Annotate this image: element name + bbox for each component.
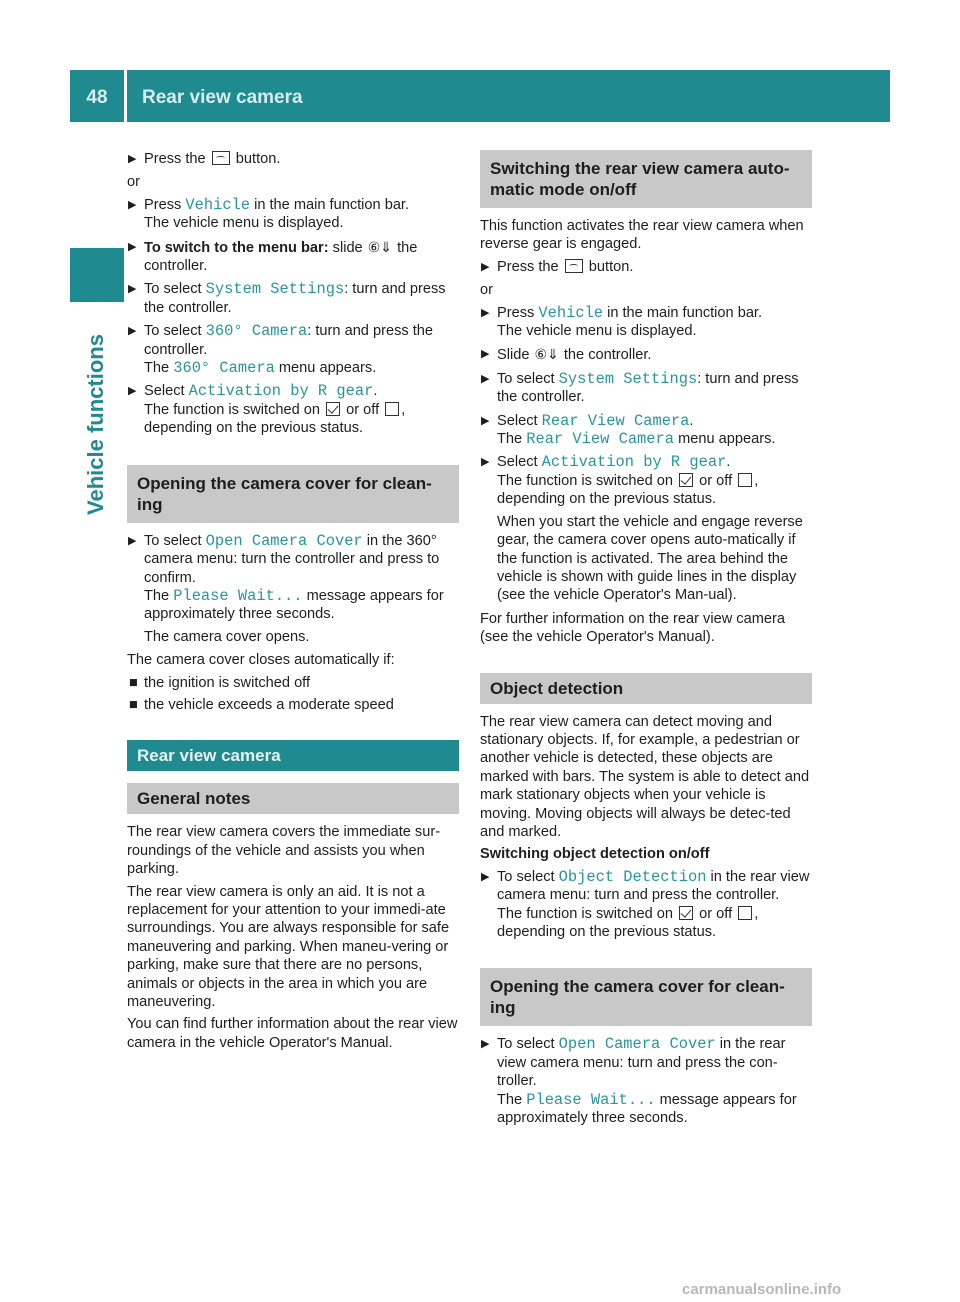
- message-code: Please Wait...: [173, 586, 303, 605]
- checkbox-empty-icon: [738, 906, 752, 920]
- step-text: : turn and press the controller.: [497, 370, 799, 406]
- step-text: .: [373, 383, 378, 400]
- step-select-system-settings: [480, 370, 812, 407]
- arrow-icon: ▶: [128, 534, 137, 547]
- step-text: Select: [144, 383, 185, 400]
- step-result: menu appears.: [278, 360, 377, 377]
- paragraph: The camera cover closes automatically if:: [127, 652, 395, 669]
- step-text: slide: [332, 239, 363, 256]
- list-item-text: the vehicle exceeds a moderate speed: [144, 696, 394, 713]
- side-section-text: Vehicle functions: [83, 334, 108, 515]
- step-select-system-settings: [127, 280, 459, 317]
- step-result: depending on the previous status.: [497, 924, 717, 940]
- checkbox-empty-icon: [738, 473, 752, 487]
- paragraph: The rear view camera covers the immediate sur-roundings of the vehicle and assists you when parking.: [127, 824, 441, 878]
- step-text: in the main function bar.: [607, 304, 763, 321]
- arrow-icon: ▶: [481, 1038, 490, 1051]
- section-heading-camera-cover: Opening the camera cover for clean-ing: [127, 465, 459, 523]
- step-text: in the rear view camera menu: turn and press the controller.: [497, 868, 810, 904]
- step-result: The: [144, 360, 170, 377]
- car-icon: [212, 151, 230, 165]
- checkbox-checked-icon: [679, 473, 693, 487]
- controller-slide-down-icon: ⑥⇓: [534, 346, 559, 363]
- step-text: .: [689, 412, 694, 429]
- arrow-icon: ▶: [128, 385, 137, 398]
- menu-item-code: Activation by R gear: [541, 453, 727, 472]
- menu-item-code: System Settings: [205, 280, 345, 299]
- menu-item-code: 360° Camera: [205, 322, 308, 341]
- step-text: Press the: [497, 258, 559, 275]
- step-text: button.: [588, 258, 634, 275]
- step-text: button.: [235, 151, 281, 167]
- menu-item-code: Object Detection: [558, 867, 707, 886]
- step-result: The function is switched on: [497, 905, 674, 922]
- or-text: or: [127, 174, 140, 191]
- message-code: Please Wait...: [526, 1090, 656, 1109]
- menu-item-code: Open Camera Cover: [558, 1035, 716, 1054]
- menu-item-code: Vehicle: [185, 195, 251, 214]
- step-result: When you start the vehicle and engage reverse gear, the camera cover opens auto-matically if the function is activated. The area behind the vehicle is shown with guide lines in the display (see the vehicle Operator's Man-ual).: [497, 513, 803, 604]
- paragraph: For further information on the rear view camera (see the vehicle Operator's Manual).: [480, 610, 785, 646]
- arrow-icon: ▶: [128, 153, 137, 165]
- step-press-vehicle: [127, 196, 459, 233]
- step-text: Press the: [144, 151, 206, 167]
- step-result: The vehicle menu is displayed.: [497, 323, 697, 340]
- step-result: The: [144, 587, 170, 604]
- step-select-activation: [127, 382, 459, 437]
- step-text: .: [726, 454, 731, 471]
- step-text: in the main function bar.: [254, 196, 410, 213]
- section-heading-general-notes: General notes: [127, 783, 459, 814]
- menu-item-code: System Settings: [558, 369, 698, 388]
- section-heading-camera-cover: Opening the camera cover for clean-ing: [480, 968, 812, 1026]
- arrow-icon: ▶: [128, 198, 137, 211]
- checkbox-checked-icon: [679, 906, 693, 920]
- section-heading-object-detection: Object detection: [480, 673, 812, 704]
- section-tab-marker: [70, 248, 124, 302]
- arrow-icon: ▶: [481, 306, 490, 319]
- step-press-vehicle: [480, 304, 812, 341]
- step-result: message appears for approximately three seconds.: [144, 587, 444, 623]
- step-bold-text: To switch to the menu bar:: [144, 239, 329, 256]
- bullet-icon: ■: [129, 674, 138, 691]
- list-item: [127, 674, 459, 692]
- step-text: To select: [497, 868, 555, 885]
- step-result: depending on the previous status.: [497, 491, 717, 508]
- menu-item-code: Open Camera Cover: [205, 531, 363, 550]
- menu-item-code: 360° Camera: [173, 359, 275, 378]
- arrow-icon: ▶: [481, 870, 490, 883]
- step-text: in the 360° camera menu: turn the controller and press to confirm.: [144, 532, 440, 586]
- subheading: Switching object detection on/off: [480, 846, 710, 863]
- step-open-camera-cover: [127, 532, 459, 646]
- step-result: ,: [754, 472, 759, 489]
- section-heading-auto-mode: Switching the rear view camera auto-matic mode on/off: [480, 150, 812, 208]
- section-heading-rear-view-camera: Rear view camera: [127, 740, 459, 771]
- step-text: : turn and press the controller.: [144, 281, 446, 316]
- step-result: or off: [346, 401, 380, 418]
- menu-item-code: Vehicle: [538, 303, 604, 322]
- arrow-icon: ▶: [128, 325, 137, 338]
- step-text: Press: [144, 196, 182, 213]
- step-result: The: [497, 431, 523, 448]
- step-switch-menu-bar: [127, 238, 459, 276]
- car-icon: [565, 259, 583, 273]
- list-item-text: the ignition is switched off: [144, 674, 311, 691]
- step-result: The function is switched on: [144, 401, 321, 418]
- header-separator: [124, 70, 127, 122]
- left-column: [127, 150, 459, 1056]
- step-result: ,: [754, 905, 759, 922]
- paragraph: You can find further information about the rear view camera in the vehicle Operator's Manual.: [127, 1016, 458, 1051]
- step-result: The camera cover opens.: [144, 628, 310, 645]
- step-result: The function is switched on: [497, 472, 674, 489]
- step-result: ,: [401, 401, 406, 418]
- page-number: 48: [86, 87, 108, 108]
- step-text: Slide: [497, 347, 530, 364]
- step-text: Select: [497, 454, 538, 471]
- step-slide-controller: [480, 345, 812, 364]
- step-text: To select: [144, 281, 202, 298]
- step-result: or off: [699, 905, 733, 922]
- step-text: To select: [497, 370, 555, 387]
- step-open-camera-cover: [480, 1035, 812, 1127]
- step-text: Press: [497, 304, 535, 321]
- arrow-icon: ▶: [481, 348, 490, 361]
- or-text: or: [480, 282, 493, 299]
- right-column: [480, 150, 812, 1132]
- arrow-icon: ▶: [481, 372, 490, 385]
- menu-item-code: Activation by R gear: [188, 382, 374, 401]
- arrow-icon: ▶: [481, 456, 490, 469]
- step-result: menu appears.: [678, 431, 776, 448]
- step-text: To select: [144, 323, 202, 340]
- header-title: Rear view camera: [142, 87, 303, 108]
- side-section-label: [81, 334, 111, 545]
- arrow-icon: ▶: [128, 283, 137, 296]
- menu-item-code: Rear View Camera: [526, 430, 674, 449]
- step-result: The vehicle menu is displayed.: [144, 215, 344, 232]
- step-text: Select: [497, 412, 538, 429]
- step-text: in the rear view camera menu: turn and press the con-troller.: [497, 1036, 786, 1090]
- step-select-360-camera: [127, 322, 459, 377]
- step-text: the controller.: [144, 239, 418, 275]
- watermark: carmanualsonline.info: [682, 1281, 842, 1298]
- step-press-car-button: [127, 150, 459, 168]
- arrow-icon: ▶: [481, 260, 490, 273]
- step-press-car-button: [480, 258, 812, 276]
- step-result: or off: [699, 472, 733, 489]
- checkbox-empty-icon: [385, 402, 399, 416]
- step-select-activation: [480, 453, 812, 604]
- step-text: To select: [497, 1036, 555, 1053]
- paragraph: This function activates the rear view camera when reverse gear is engaged.: [480, 218, 804, 253]
- controller-slide-down-icon: ⑥⇓: [367, 238, 393, 255]
- step-text: To select: [144, 532, 202, 549]
- arrow-icon: ▶: [128, 240, 137, 253]
- step-result: The: [497, 1091, 523, 1108]
- step-text: the controller.: [563, 347, 652, 364]
- step-select-rear-view-camera: [480, 412, 812, 449]
- checkbox-checked-icon: [326, 402, 340, 416]
- step-text: : turn and press the controller.: [144, 323, 434, 358]
- paragraph: The rear view camera is only an aid. It is not a replacement for your attention to your immedi-ate surroundings. You are always responsible for safe maneuvering and parking. When maneu-vering or parking, make sure that there are no persons, animals or objects in the area in which you are maneuvering.: [127, 883, 450, 1010]
- bullet-icon: ■: [129, 696, 138, 713]
- arrow-icon: ▶: [481, 414, 490, 427]
- list-item: [127, 696, 459, 714]
- step-result: message appears for approximately three seconds.: [497, 1091, 797, 1127]
- page-header: [70, 70, 890, 122]
- step-select-object-detection: [480, 868, 812, 942]
- step-result: depending on the previous status.: [144, 420, 364, 437]
- menu-item-code: Rear View Camera: [541, 411, 690, 430]
- paragraph: The rear view camera can detect moving and stationary objects. If, for example, a pedestrian or another vehicle is detected, these objects are marked with bars. The system is able to detect and mark stationary objects when your vehicle is moving. Moving objects will always be detec-ted and marked.: [480, 713, 810, 840]
